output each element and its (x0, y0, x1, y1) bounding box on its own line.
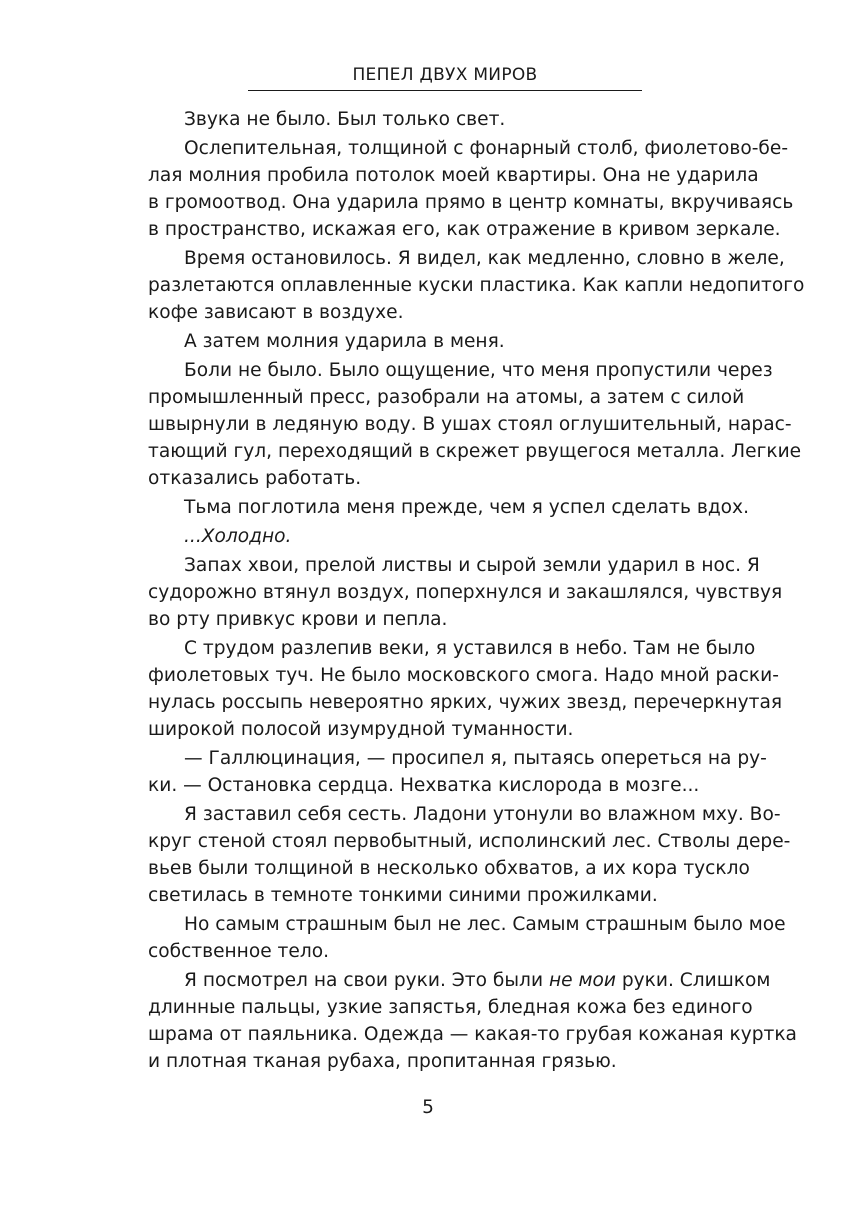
text-line: Запах хвои, прелой листвы и сырой земли ударил в нос. Я (184, 555, 760, 576)
text-line: Звука не было. Был только свет. (184, 109, 506, 130)
text-line: швырнули в ледяную воду. В ушах стоял оглушительный, нарас- (148, 414, 792, 435)
paragraph (148, 245, 805, 326)
text-line: собственное тело. (148, 941, 329, 962)
paragraph (148, 135, 794, 243)
text-line: шрама от паяльника. Одежда — какая-то грубая кожаная куртка (148, 1024, 797, 1045)
text-line (148, 967, 771, 994)
page-number: 5 (422, 1097, 434, 1118)
text-line: Боли не было. Было ощущение, что меня пропустили через (184, 360, 773, 381)
text-line: вьев были толщиной в несколько обхватов, а их кора тускло (148, 858, 750, 879)
text-line: ки. — Остановка сердца. Нехватка кислорода в мозге... (148, 775, 700, 796)
text-run: Я посмотрел на свои руки. Это были (184, 970, 549, 991)
paragraph (148, 494, 749, 521)
paragraph (148, 106, 743, 133)
text-line: ...Холодно. (184, 526, 292, 547)
paragraph (148, 523, 743, 550)
text-line: промышленный пресс, разобрали на атомы, а затем с силой (148, 387, 745, 408)
body-text (148, 106, 805, 1077)
paragraph (148, 635, 783, 743)
text-line: лая молния пробила потолок моей квартиры. Она не ударила (148, 165, 759, 186)
text-line: тающий гул, переходящий в скрежет рвущегося металла. Легкие (148, 441, 802, 462)
paragraph (148, 911, 786, 965)
text-line: светилась в темноте тонкими синими прожилками. (148, 885, 658, 906)
text-line: Я заставил себя сесть. Ладони утонули во влажном мху. Во- (184, 804, 781, 825)
text-line: длинные пальцы, узкие запястья, бледная кожа без единого (148, 997, 753, 1018)
text-line: А затем молния ударила в меня. (184, 331, 505, 352)
text-line: в громоотвод. Она ударила прямо в центр комнаты, вкручиваясь (148, 192, 794, 213)
text-line: Тьма поглотила меня прежде, чем я успел сделать вдох. (184, 497, 749, 518)
text-line: круг стеной стоял первобытный, исполинский лес. Стволы дере- (148, 831, 791, 852)
paragraph (148, 801, 791, 909)
paragraph (148, 357, 802, 492)
text-line: судорожно втянул воздух, поперхнулся и закашлялся, чувствуя (148, 582, 783, 603)
text-line: Но самым страшным был не лес. Самым страшным было мое (184, 914, 786, 935)
text-run: руки. Слишком (615, 970, 771, 991)
text-line: во рту привкус крови и пепла. (148, 609, 448, 630)
text-line: Ослепительная, толщиной с фонарный столб, фиолетово-бе- (184, 138, 789, 159)
running-header: ПЕПЕЛ ДВУХ МИРОВ (352, 65, 538, 85)
paragraph (148, 745, 767, 799)
text-line: и плотная тканая рубаха, пропитанная грязью. (148, 1051, 617, 1072)
text-line: в пространство, искажая его, как отражение в кривом зеркале. (148, 219, 781, 240)
text-line: отказались работать. (148, 468, 362, 489)
text-line: фиолетовых туч. Не было московского смога. Надо мной раски- (148, 665, 779, 686)
paragraph (148, 967, 797, 1075)
paragraph (148, 552, 783, 633)
text-line: кофе зависают в воздухе. (148, 302, 404, 323)
emphasis-text: не мои (548, 970, 616, 991)
text-line: Время остановилось. Я видел, как медленно, словно в желе, (184, 248, 785, 269)
text-line: нулась россыпь невероятно ярких, чужих звезд, перечеркнутая (148, 692, 783, 713)
header-rule (248, 90, 642, 91)
text-line: разлетаются оплавленные куски пластика. Как капли недопитого (148, 275, 805, 296)
paragraph (148, 328, 743, 355)
text-line: — Галлюцинация, — просипел я, пытаясь опереться на ру- (184, 748, 767, 769)
text-line: С трудом разлепив веки, я уставился в небо. Там не было (184, 638, 756, 659)
text-line: широкой полосой изумрудной туманности. (148, 719, 574, 740)
